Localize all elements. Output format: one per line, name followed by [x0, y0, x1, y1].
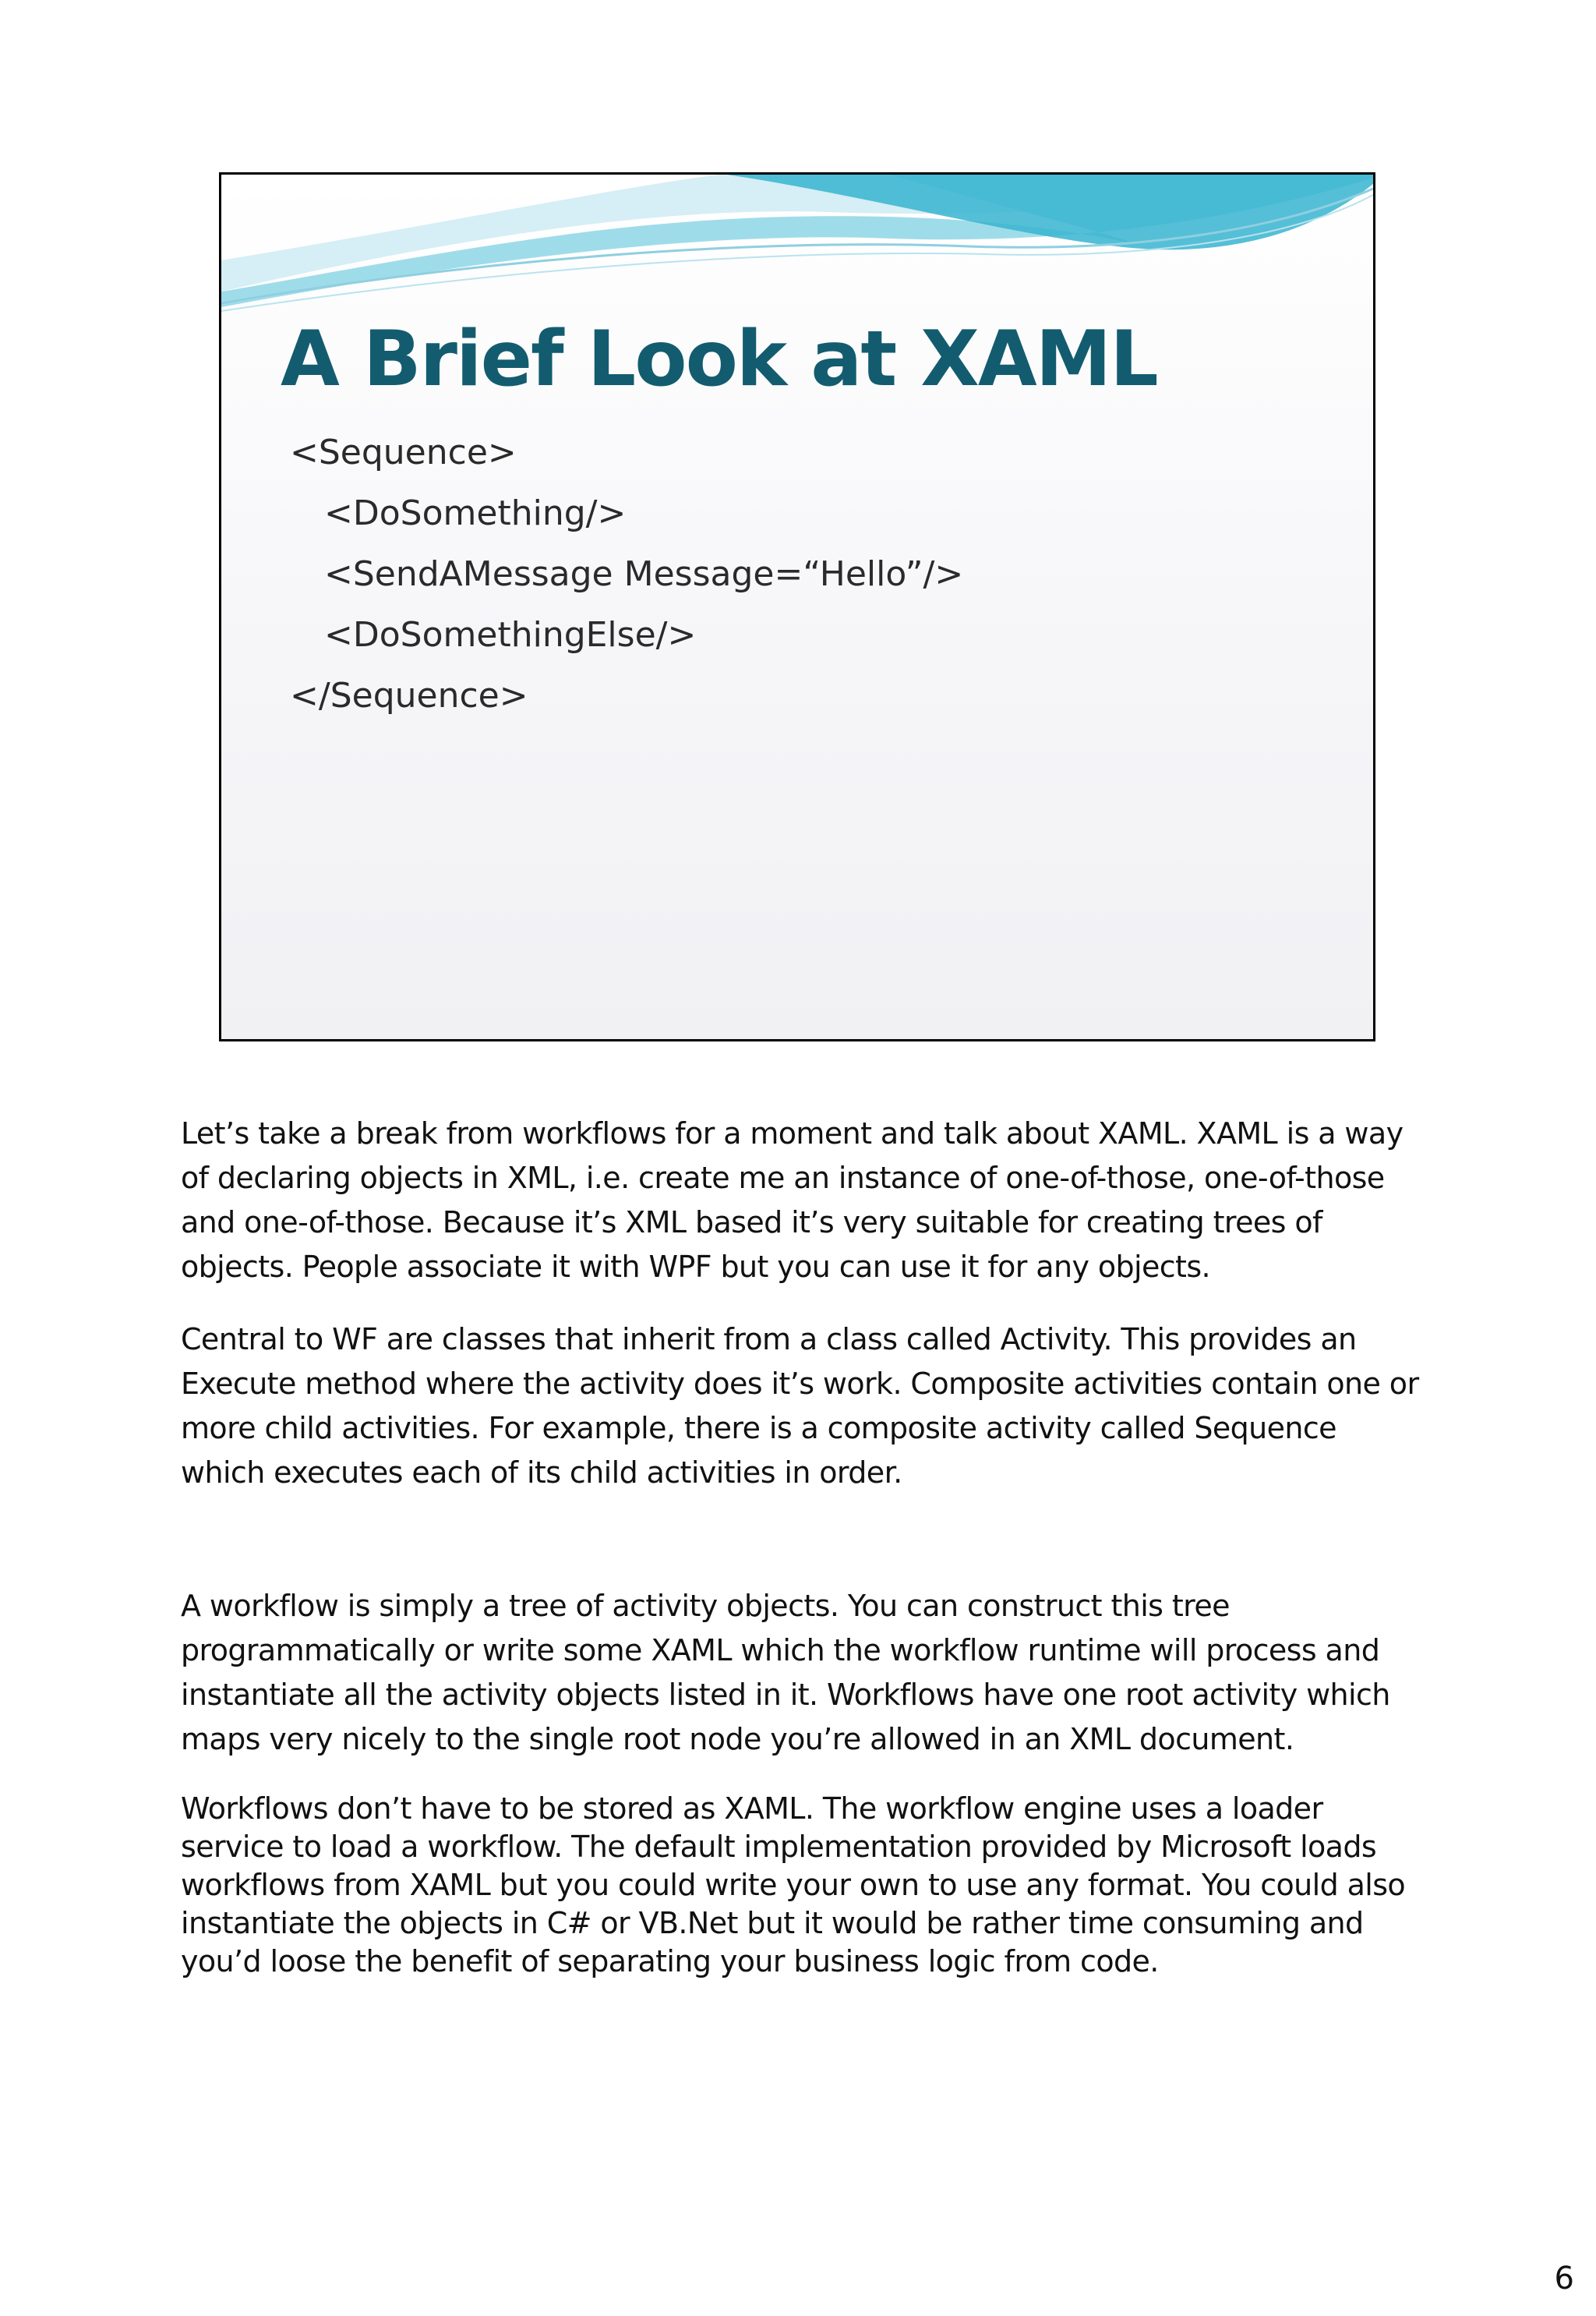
slide-thumbnail — [219, 172, 1375, 1041]
xaml-code-block — [290, 423, 963, 727]
notes-paragraph: Workflows don’t have to be stored as XAML. The workflow engine uses a loader service to load a workflow. The default implementation provided by Microsoft loads workflows from XAML but you could write your own to use any format. You could also instantiate the objects in C# or VB.Net but it would be rather time consuming and you’d loose the benefit of separating your business logic from code. — [181, 1791, 1406, 1978]
code-line: <DoSomething/> — [324, 493, 627, 533]
slide-title: A Brief Look at XAML — [281, 315, 1157, 404]
notes-paragraph: A workflow is simply a tree of activity objects. You can construct this tree programmatically or write some XAML which the workflow runtime will process and instantiate all the activity objects listed in it. Workflows have one root activity which maps very nicely to the single root node you’re allowed in an XML document. — [181, 1589, 1390, 1756]
code-line: </Sequence> — [290, 676, 528, 716]
wave-decoration — [221, 175, 1373, 331]
page-number: 6 — [1554, 2261, 1574, 2297]
code-line: <Sequence> — [290, 433, 517, 472]
code-line: <DoSomethingElse/> — [324, 615, 697, 655]
notes-paragraph: Let’s take a break from workflows for a moment and talk about XAML. XAML is a way of declaring objects in XML, i.e. create me an instance of one-of-those, one-of-those and one-of-those. Because it’s XML based it’s very suitable for creating trees of objects. People associate it with WPF but you can use it for any objects. — [181, 1116, 1404, 1284]
code-line: <SendAMessage Message=“Hello”/> — [324, 554, 964, 594]
speaker-notes — [181, 1112, 1428, 2009]
notes-paragraph: Central to WF are classes that inherit from a class called Activity. This provides an Execute method where the activity does it’s work. Composite activities contain one or more child activities. For example, there is a composite activity called Sequence which executes each of its child activities in order. — [181, 1322, 1419, 1490]
